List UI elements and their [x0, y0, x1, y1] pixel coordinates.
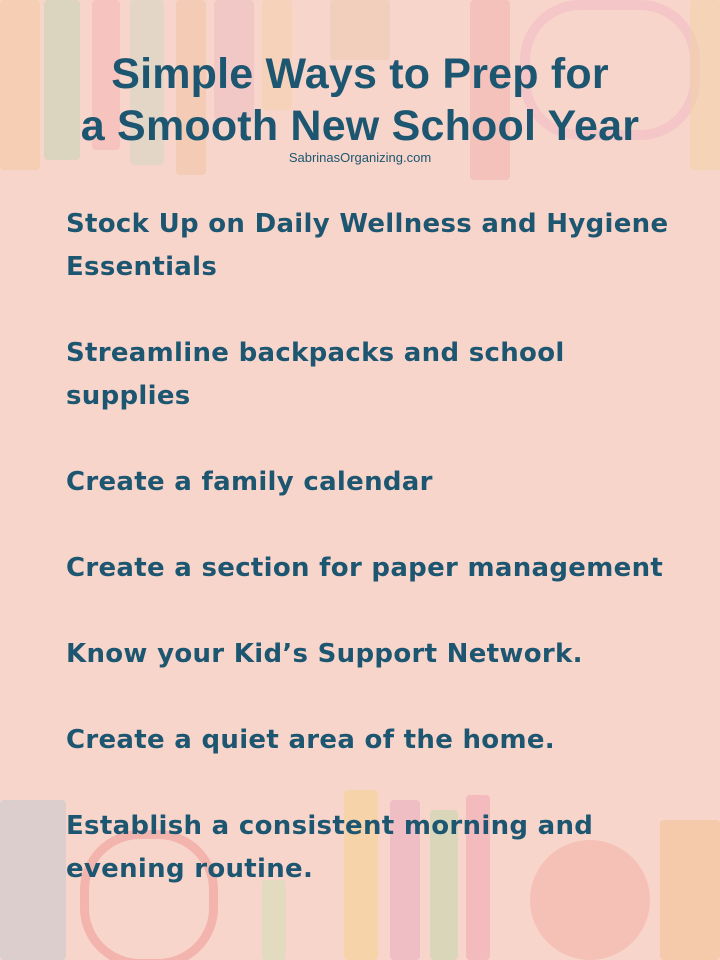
list-item: Create a family calendar	[66, 467, 433, 497]
website-credit: SabrinasOrganizing.com	[288, 150, 432, 165]
page-title	[0, 48, 720, 152]
list-item: Stock Up on Daily Wellness and Hygiene Essentials	[66, 209, 669, 282]
list-item: Know your Kid’s Support Network.	[66, 639, 583, 669]
list-item: Create a section for paper management	[66, 553, 664, 583]
title-line-1: Simple Ways to Prep for	[111, 50, 609, 98]
title-line-2: a Smooth New School Year	[80, 102, 640, 150]
list-item: Establish a consistent morning and evening routine.	[66, 811, 594, 884]
list-item: Streamline backpacks and school supplies	[66, 338, 565, 411]
tips-list	[66, 203, 686, 934]
list-item: Create a quiet area of the home.	[66, 725, 555, 755]
